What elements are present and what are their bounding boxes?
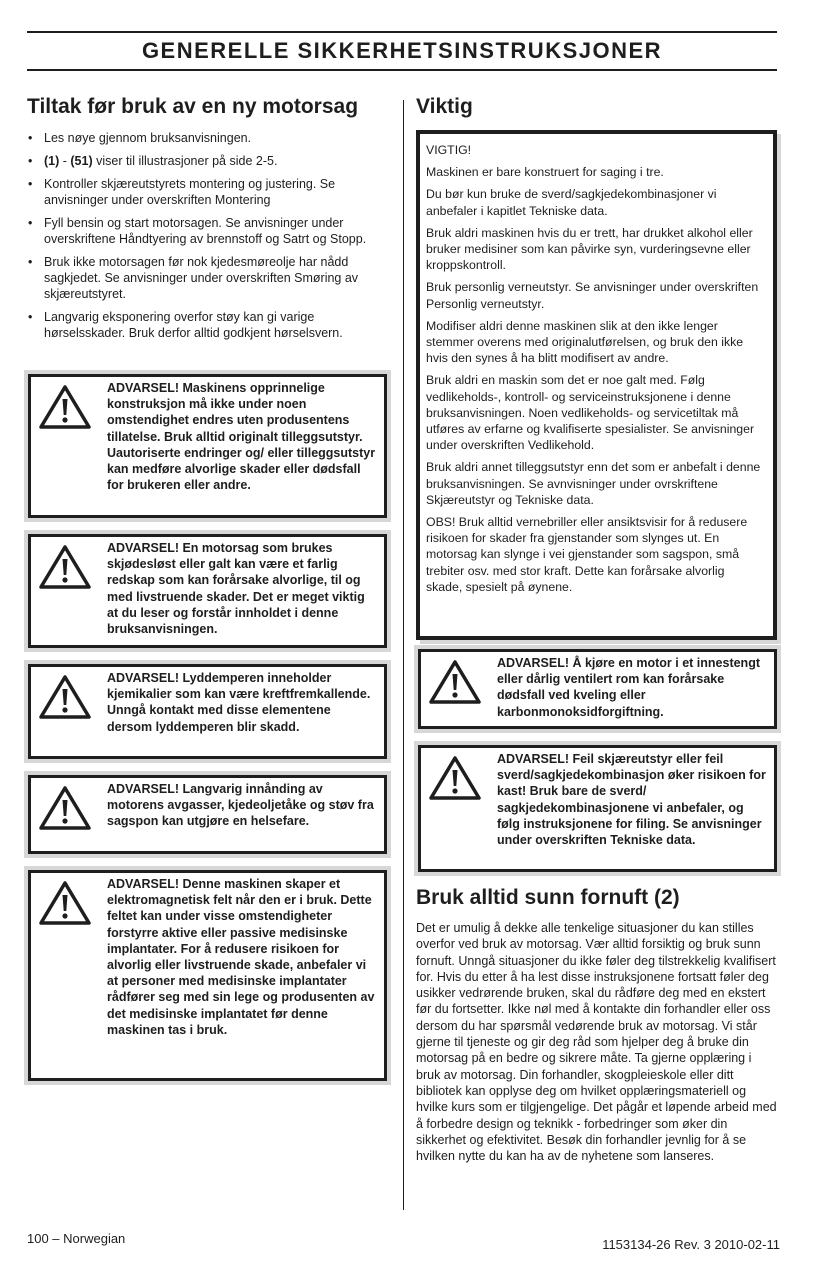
page-title: GENERELLE SIKKERHETSINSTRUKSJONER [141, 38, 663, 63]
important-paragraph: OBS! Bruk alltid vernebriller eller ansiktsvisir for å redusere risikoen for skader fra gjenstander som slynges ut. En motorsag kan slynge i vei gjenstander som sagspon, små trebiter osv. med stor kraft. Dette kan forårsake alvorlig skade, spesielt på øynene. [426, 515, 748, 594]
important-paragraph: Bruk personlig verneutstyr. Se anvisninger under overskriften Personlig verneutstyr. [426, 280, 759, 311]
warning-box [24, 771, 391, 858]
list-item: • Kontroller skjæreutstyrets montering og justering. Se anvisninger under overskriften Montering [27, 176, 391, 209]
warning-triangle-icon [38, 674, 92, 720]
warning-triangle-icon [38, 544, 92, 590]
important-paragraph: Modifiser aldri denne maskinen slik at den ikke lenger stemmer overens med originalutførelsen, og bruk den ikke hvis den synes å ha blitt modifisert av andre. [426, 318, 744, 366]
illustration-ref-sep: - [59, 153, 71, 168]
column-divider [403, 100, 404, 1210]
warning-text: ADVARSEL! Feil skjæreutstyr eller feil sverd/sagkjedekombinasjon øker risikoen for kast! Bruk bare de sverd/ sagkjedekombinasjonene vi anbefaler, og følg instruksjonene for filing. Se anvisninger under overskriften Tekniske data. [497, 752, 766, 848]
important-paragraph: Maskinen er bare konstruert for saging i tre. [426, 165, 664, 180]
warning-box [414, 741, 781, 876]
list-item: • Langvarig eksponering overfor støy kan gi varige hørselsskader. Bruk derfor alltid godkjent hørselsvern. [27, 309, 391, 342]
warning-triangle-icon [428, 755, 482, 801]
header-rule-top [27, 31, 777, 33]
warning-box [24, 660, 391, 763]
section-heading-before-use: Tiltak før bruk av en ny motorsag [27, 95, 359, 118]
warning-box [24, 530, 391, 652]
warning-triangle-icon [38, 880, 92, 926]
section-heading-common-sense: Bruk alltid sunn fornuft (2) [416, 886, 680, 909]
important-paragraph: VIGTIG! [426, 143, 472, 157]
warning-text: ADVARSEL! Maskinens opprinnelige konstruksjon må ikke under noen omstendighet endres uten produsentens tillatelse. Bruk alltid originalt tilleggsutstyr. Uautoriserte endringer og/ eller tilleggsutstyr kan medføre alvorlige skader eller dødsfall for brukeren eller andre. [107, 381, 376, 493]
header-rule-bottom [27, 69, 777, 71]
warning-box [24, 866, 391, 1085]
list-item: • (1) - (51) viser til illustrasjoner på side 2-5. [27, 153, 391, 169]
section-heading-important: Viktig [416, 95, 473, 118]
list-item: • Bruk ikke motorsagen før nok kjedesmøreolje har nådd sagkjedet. Se anvisninger under overskriften Smøring av skjæreutstyret. [27, 254, 391, 303]
left-column [27, 92, 391, 348]
warning-box [24, 370, 391, 522]
warning-triangle-icon [38, 384, 92, 430]
warning-text: ADVARSEL! Denne maskinen skaper et elektromagnetisk felt når den er i bruk. Dette feltet kan under visse omstendigheter forstyrre aktive eller passive medisinske implantater. For å redusere risikoen for alvorlig eller livstruende skade, anbefaler vi at personer med medisinske implantater rådfører seg med sin lege og produsenten av det medisinske implantatet før denne maskinen tas i bruk. [107, 877, 375, 1037]
illustration-ref-start: (1) [44, 153, 60, 168]
important-paragraph: Bruk aldri maskinen hvis du er trett, har drukket alkohol eller bruker medisiner som kan påvirke syn, vurderingsevne eller kroppskontroll. [426, 225, 753, 273]
right-column [416, 92, 782, 122]
before-use-list [27, 130, 391, 342]
list-item: • Les nøye gjennom bruksanvisningen. [27, 130, 391, 146]
warning-text: ADVARSEL! Å kjøre en motor i et innestengt eller dårlig ventilert rom kan forårsake dødsfall ved kveling eller karbonmonoksidforgiftning. [497, 656, 760, 719]
warning-box [414, 645, 781, 733]
list-item: • Fyll bensin og start motorsagen. Se anvisninger under overskriftene Håndtyering av brennstoff og Satrt og Stopp. [27, 215, 391, 248]
warning-triangle-icon [428, 659, 482, 705]
important-paragraph: Bruk aldri annet tilleggsutstyr enn det som er anbefalt i denne bruksanvisningen. Se avnvisninger under ovrskriftene Skjæreutstyr og Tekniske data. [426, 460, 761, 507]
important-paragraph: Du bør kun bruke de sverd/sagkjedekombinasjoner vi anbefaler i kapitlet Tekniske data. [426, 187, 717, 218]
warning-text: ADVARSEL! En motorsag som brukes skjødesløst eller galt kan være et farlig redskap som kan forårsake alvorlige, til og med livstruende skader. Det er meget viktig at du leser og forstår innholdet i denne bruksanvisningen. [107, 541, 365, 637]
common-sense-text [416, 920, 778, 1164]
page-number: 100 – Norwegian [27, 1231, 126, 1246]
document-revision: 1153134-26 Rev. 3 2010-02-11 [602, 1237, 780, 1252]
warning-triangle-icon [38, 785, 92, 831]
important-box [416, 130, 777, 640]
important-paragraph: Bruk aldri en maskin som det er noe galt med. Følg vedlikeholds-, kontroll- og serviceinstruksjonene i denne bruksanvisningen. Noen vedlikeholds- og servicetiltak må utføres av erfarne og kvalifiserte spesialister. Se anvisninger under overskriften Vedlikehold. [426, 373, 755, 453]
warning-text: ADVARSEL! Lyddemperen inneholder kjemikalier som kan være kreftfremkallende. Unngå kontakt med disse elementene dersom lyddemperen blir skadd. [107, 671, 371, 734]
illustration-ref-end: (51) [70, 153, 93, 168]
warning-text: ADVARSEL! Langvarig innånding av motorens avgasser, kjedeoljetåke og støv fra sagspon kan utgjøre en helsefare. [107, 782, 374, 829]
common-sense-paragraph: Det er umulig å dekke alle tenkelige situasjoner du kan stilles overfor ved bruk av motorsag. Vær alltid forsiktig og bruk sunn fornuft. Unngå situasjoner du ikke føler deg tilstrekkelig kvalifisert for. Hvis du etter å ha lest disse instruksjonene fortsatt føler deg usikker vedrørende bruken, skal du rådføre deg med en ekstert før du fortsetter. Ikke nøl med å kontakte din forhandler eller oss dersom du har spørsmål vedørende bruk av motorsag. Vi står gjerne til tjeneste og gir deg råd som hjelper deg å bruke din motorsag på en bedre og sikrere måte. Ta gjerne opplæring i bruk av motorsag. Din forhandler, skogpleieskole eller ditt bibliotek kan opplyse deg om hvilket opplæringsmateriell og hvilke kurs som er tilgjengelige. Det pågår et løpende arbeid med å forbedre design og teknikk - forbedringer som øker din sikkerhet og efektivitet. Besøk din forhandler jevnlig for å se hvilken nytte du kan ha av de nyhetene som lanseres. [416, 921, 777, 1164]
